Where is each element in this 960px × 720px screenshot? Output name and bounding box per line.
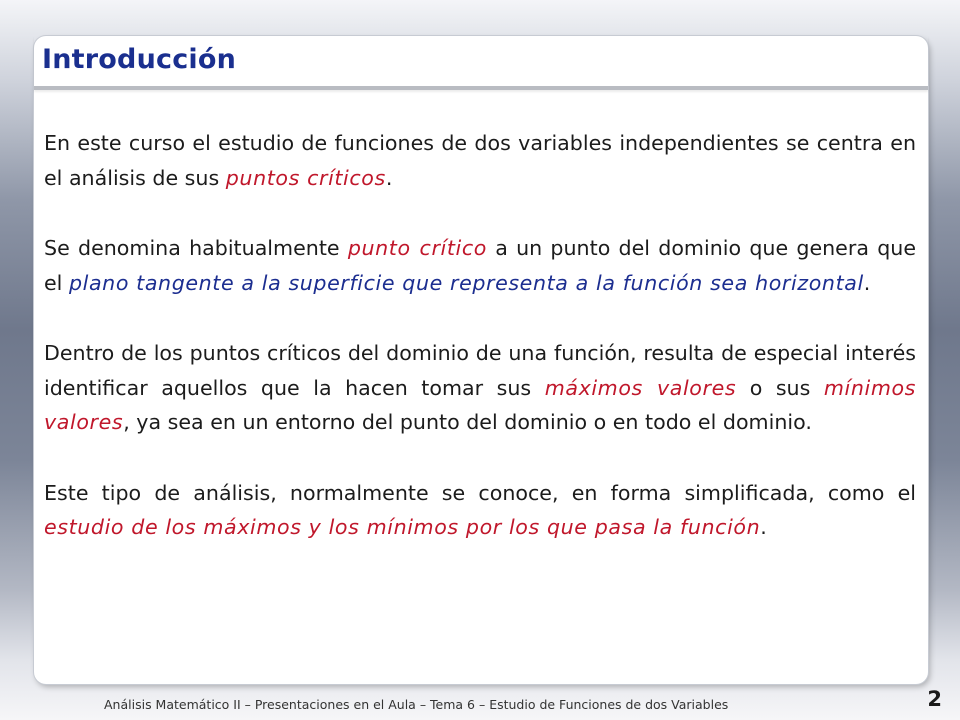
paragraph-4 — [44, 476, 916, 545]
text-segment: . — [760, 515, 767, 539]
slide-number: 2 — [927, 687, 942, 711]
text-segment: Este tipo de análisis, normalmente se conoce, en forma simplificada, como el — [44, 480, 916, 505]
text-segment: En este curso el estudio de funciones de dos variables independientes se centra en el análisis de sus — [44, 131, 916, 190]
highlight-estudio-maximos-minimos: estudio de los máximos y los mínimos por los que pasa la función — [44, 515, 761, 539]
text-segment: o sus — [736, 375, 824, 400]
footer-text: Análisis Matemático II – Presentaciones en el Aula – Tema 6 – Estudio de Funciones de dos Variables — [104, 697, 729, 712]
text-segment: a un punto del dominio que genera que el — [44, 236, 916, 295]
slide-content — [44, 126, 916, 581]
text-segment: Dentro de los puntos críticos del dominio de una función, resulta de especial interés identificar aquellos que la hacen tomar sus — [44, 341, 916, 400]
highlight-punto-critico: punto crítico — [347, 236, 487, 260]
text-segment: , ya sea en un entorno del punto del dominio o en todo el dominio. — [123, 410, 812, 434]
highlight-maximos-valores: máximos valores — [544, 375, 737, 400]
slide-card — [34, 36, 928, 684]
paragraph-1 — [44, 126, 916, 195]
highlight-minimos-valores: mínimos valores — [44, 375, 917, 434]
highlight-plano-tangente: plano tangente a la superficie que representa a la función sea horizontal — [68, 270, 864, 295]
highlight-puntos-criticos: puntos críticos — [225, 165, 386, 190]
paragraph-2 — [44, 231, 916, 300]
page-title: Introducción — [42, 44, 237, 75]
title-bar — [34, 36, 928, 90]
text-segment: . — [863, 270, 871, 295]
text-segment: Se denomina habitualmente — [44, 236, 348, 260]
paragraph-3 — [44, 336, 916, 440]
text-segment: . — [385, 165, 393, 190]
